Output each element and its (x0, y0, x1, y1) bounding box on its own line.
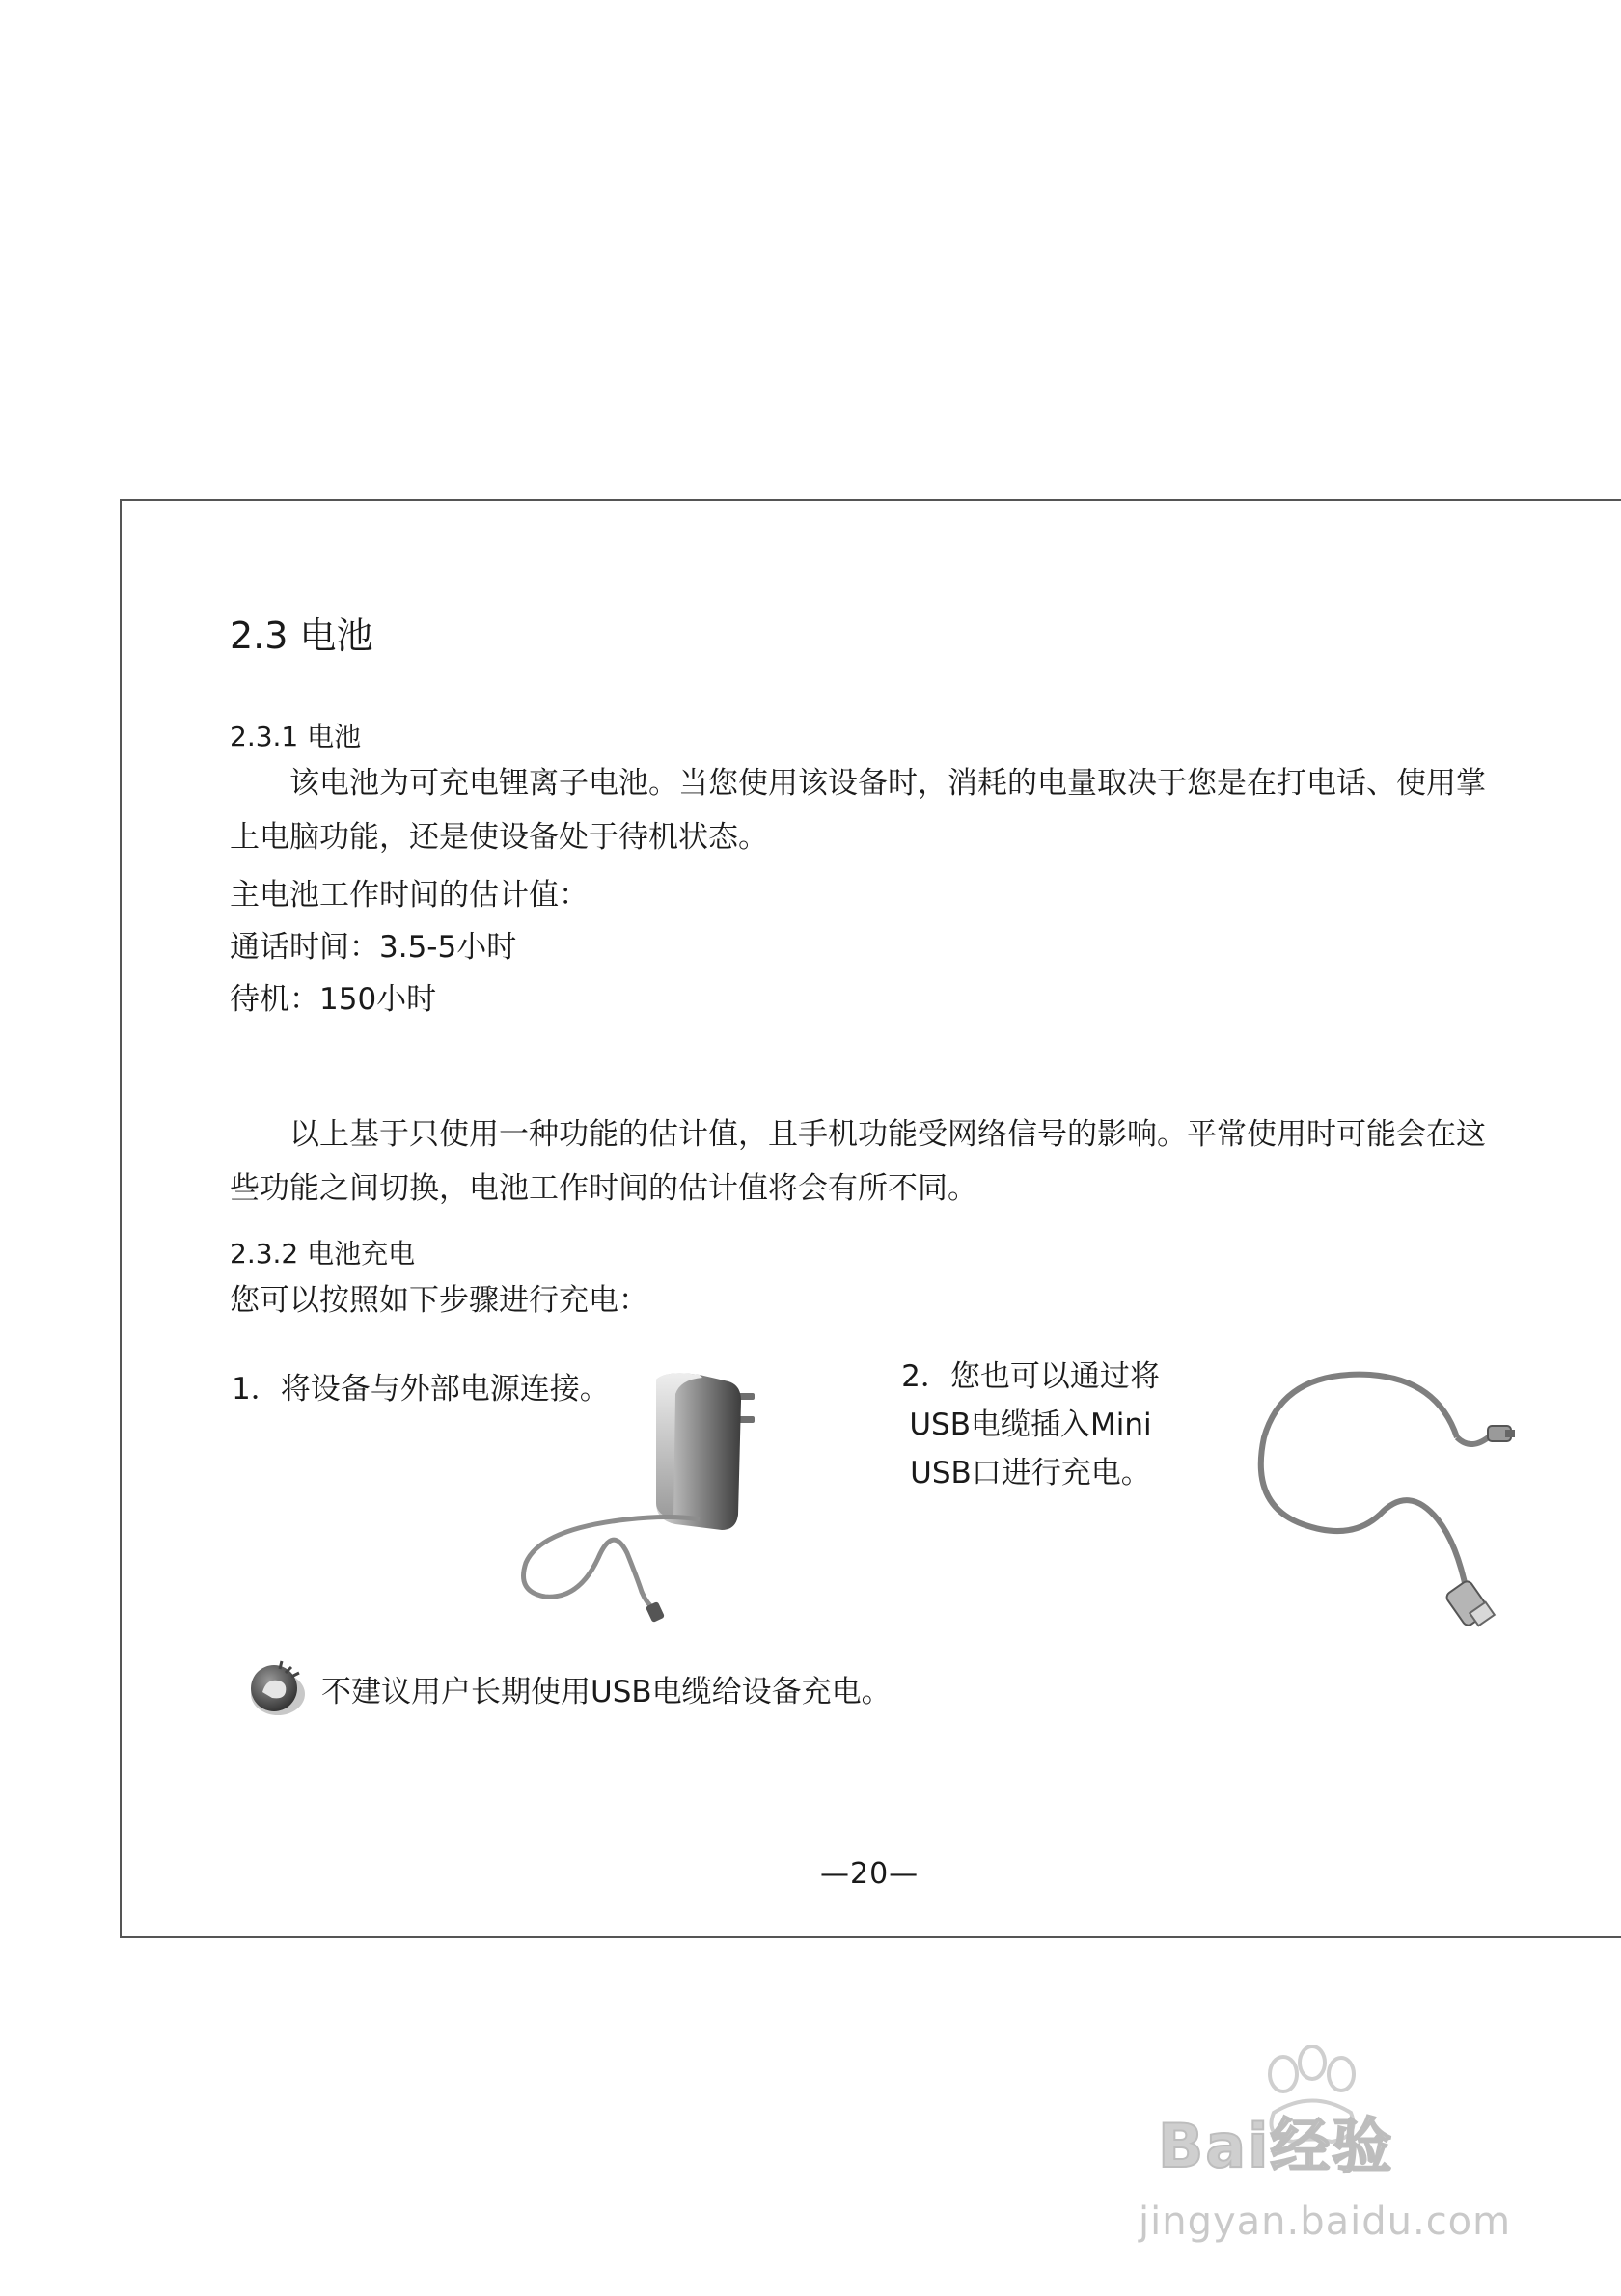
page-frame (120, 499, 1621, 1938)
estimate-note: 以上基于只使用一种功能的估计值，且手机功能受网络信号的影响。平常使用时可能会在这些功能之间切换，电池工作时间的估计值将会有所不同。 (230, 1117, 1486, 1206)
usb-charging-warning: 不建议用户长期使用USB电缆给设备充电。 (321, 1675, 892, 1709)
talk-time: 通话时间：3.5-5小时 (230, 930, 517, 965)
power-adapter-icon (502, 1351, 772, 1640)
subsection-heading-battery: 2.3.1 电池 (230, 721, 362, 752)
standby-time: 待机：150小时 (230, 982, 437, 1017)
charging-intro: 您可以按照如下步骤进行充电： (230, 1283, 648, 1318)
note-icon (243, 1659, 311, 1719)
page-number: —20— (820, 1857, 920, 1891)
step-2-text: 2．您也可以通过将USB电缆插入Mini USB口进行充电。 (901, 1359, 1160, 1490)
estimate-label: 主电池工作时间的估计值： (230, 878, 589, 913)
watermark-url: jingyan.baidu.com (1139, 2200, 1512, 2244)
section-title: 2.3 电池 (230, 615, 373, 657)
step-1-text: 1．将设备与外部电源连接。 (232, 1372, 610, 1407)
battery-description: 该电池为可充电锂离子电池。当您使用该设备时，消耗的电量取决于您是在打电话、使用掌上电脑功能，还是使设备处于待机状态。 (230, 766, 1486, 855)
watermark-brand: Bai经验 (1158, 2111, 1394, 2181)
subsection-heading-charging: 2.3.2 电池充电 (230, 1238, 416, 1270)
usb-cable-icon (1245, 1360, 1534, 1640)
